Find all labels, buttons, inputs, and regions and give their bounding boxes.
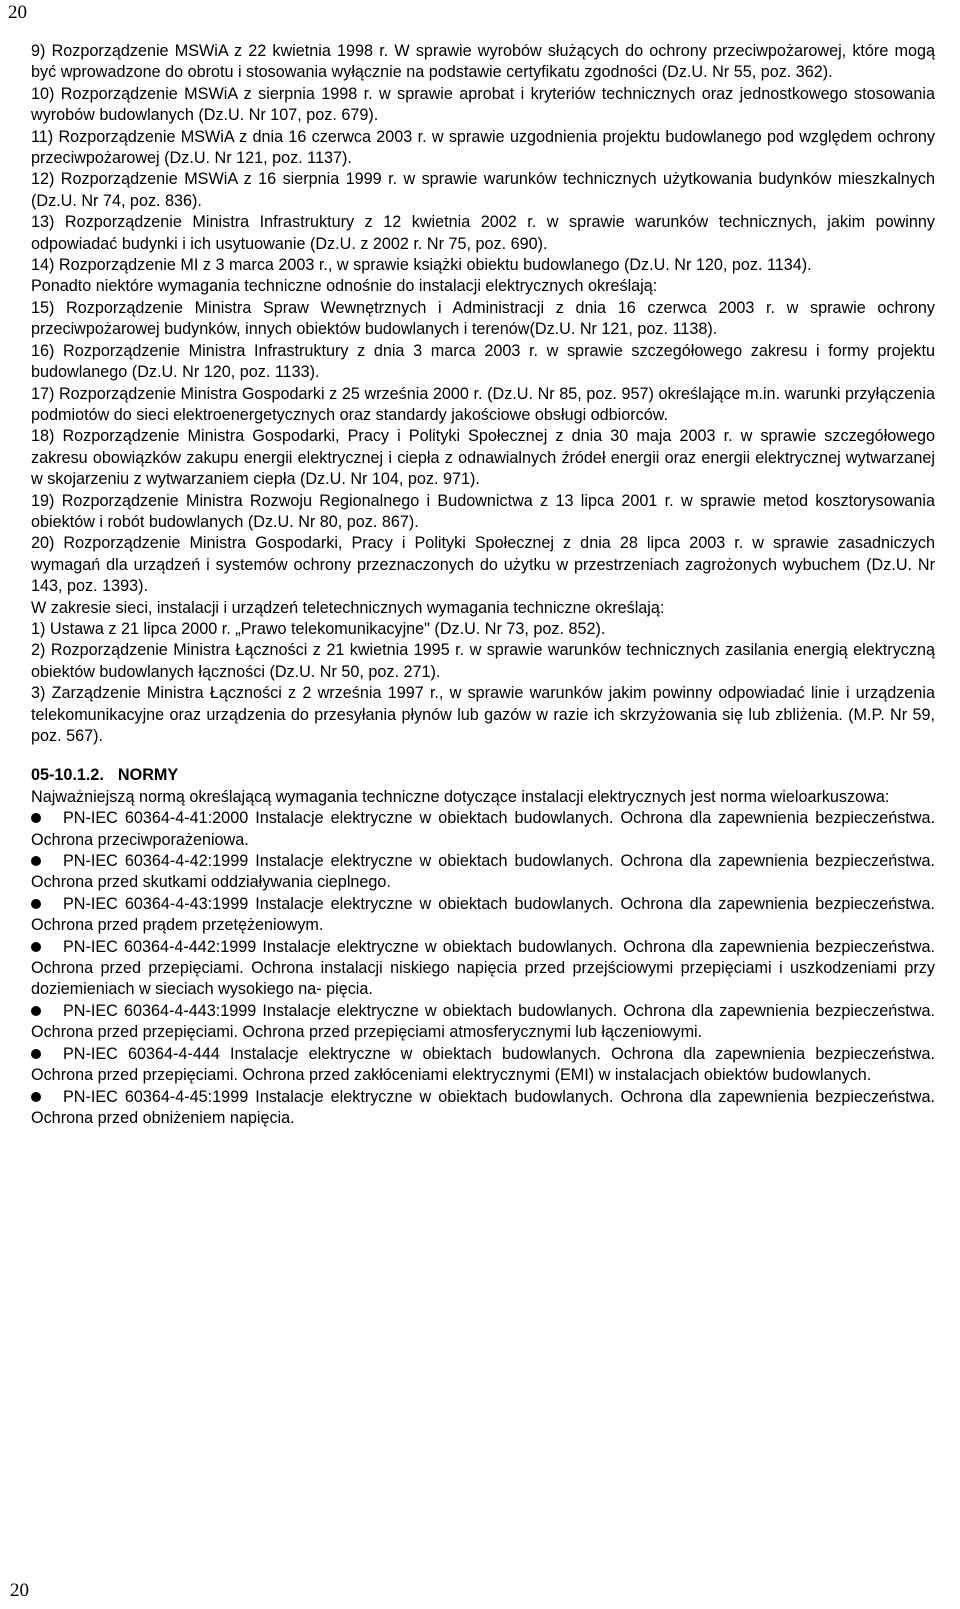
- page-number-top: 20: [8, 2, 27, 23]
- telecom-item-2: 2) Rozporządzenie Ministra Łączności z 21 kwietnia 1995 r. w sprawie warunków technicznych zasilania energią elektryczną obiektów budowlanych łączności (Dz.U. Nr 50, poz. 271).: [31, 641, 935, 681]
- regulation-item-16: 16) Rozporządzenie Ministra Infrastruktury z dnia 3 marca 2003 r. w sprawie szczegółowego zakresu i formy projektu budowlanego (Dz.U. Nr 120, poz. 1133).: [31, 341, 935, 382]
- norm-item: [31, 851, 935, 894]
- norm-item: [31, 894, 935, 937]
- electrical-requirements-intro: Ponadto niektóre wymagania techniczne odnośnie do instalacji elektrycznych określają:: [31, 277, 658, 296]
- norm-text: PN-IEC 60364-4-42:1999 Instalacje elektryczne w obiektach budowlanych. Ochrona dla zapewnienia bezpieczeństwa. Ochrona przed skutkami oddziaływania cieplnego.: [31, 852, 935, 892]
- bullet-icon: [31, 856, 41, 866]
- bullet-icon: [31, 1092, 41, 1102]
- bullet-icon: [31, 1049, 41, 1059]
- bullet-icon: [31, 942, 41, 952]
- norm-item: [31, 1044, 935, 1087]
- norm-item: [31, 808, 935, 851]
- bullet-icon: [31, 899, 41, 909]
- regulation-item-19: 19) Rozporządzenie Ministra Rozwoju Regionalnego i Budownictwa z 13 lipca 2001 r. w sprawie metod kosztorysowania obiektów i robót budowlanych (Dz.U. Nr 80, poz. 867).: [31, 491, 935, 531]
- bullet-icon: [31, 813, 41, 823]
- regulation-item-12: 12) Rozporządzenie MSWiA z 16 sierpnia 1999 r. w sprawie warunków technicznych użytkowania budynków mieszkalnych (Dz.U. Nr 74, poz. 836).: [31, 170, 935, 210]
- regulation-item-9: 9) Rozporządzenie MSWiA z 22 kwietnia 1998 r. W sprawie wyrobów służących do ochrony przeciwpożarowej, które mogą być wprowadzone do obrotu i stosowania wyłącznie na podstawie certyfikatu zgodności (Dz.U. Nr 55, poz. 362).: [31, 42, 935, 82]
- norm-text: PN-IEC 60364-4-442:1999 Instalacje elektryczne w obiektach budowlanych. Ochrona dla zapewnienia bezpieczeństwa. Ochrona przed przepięciami. Ochrona instalacji niskiego napięcia przed przejściowymi przepięciami i uszkodzeniami przy doziemieniach w sieciach wysokiego na- pięcia.: [31, 937, 935, 999]
- telecom-requirements-intro: W zakresie sieci, instalacji i urządzeń teletechnicznych wymagania techniczne określają:: [31, 598, 665, 617]
- norm-item: [31, 1001, 935, 1044]
- norm-text: PN-IEC 60364-4-43:1999 Instalacje elektryczne w obiektach budowlanych. Ochrona dla zapewnienia bezpieczeństwa. Ochrona przed prądem przetężeniowym.: [31, 894, 935, 935]
- regulation-item-14: 14) Rozporządzenie MI z 3 marca 2003 r., w sprawie książki obiektu budowlanego (Dz.U. Nr 120, poz. 1134).: [31, 256, 812, 275]
- regulation-item-13: 13) Rozporządzenie Ministra Infrastruktury z 12 kwietnia 2002 r. w sprawie warunków technicznych, jakim powinny odpowiadać budynki i ich usytuowanie (Dz.U. z 2002 r. Nr 75, poz. 690).: [31, 213, 935, 253]
- regulation-item-18: 18) Rozporządzenie Ministra Gospodarki, Pracy i Polityki Społecznej z dnia 30 maja 2003 r. w sprawie szczegółowego zakresu obowiązków zakupu energii elektrycznej i ciepła z odnawialnych źródeł energii oraz energii elektrycznej wytwarzanej w skojarzeniu z wytwarzaniem ciepła (Dz.U. Nr 104, poz. 971).: [31, 427, 935, 489]
- page-number-bottom: 20: [10, 1580, 29, 1601]
- norm-text: PN-IEC 60364-4-443:1999 Instalacje elektryczne w obiektach budowlanych. Ochrona dla zapewnienia bezpieczeństwa. Ochrona przed przepięciami. Ochrona przed przepięciami atmosferycznymi lub łączeniowymi.: [31, 1001, 935, 1042]
- page-body: [31, 41, 935, 1129]
- norm-item: [31, 937, 935, 1001]
- regulation-item-17: 17) Rozporządzenie Ministra Gospodarki z 25 września 2000 r. (Dz.U. Nr 85, poz. 957) określające m.in. warunki przyłączenia podmiotów do sieci elektroenergetycznych oraz standardy jakościowe obsługi odbiorców.: [31, 384, 935, 424]
- norm-text: PN-IEC 60364-4-45:1999 Instalacje elektryczne w obiektach budowlanych. Ochrona dla zapewnienia bezpieczeństwa. Ochrona przed obniżeniem napięcia.: [31, 1087, 935, 1127]
- regulation-item-15: 15) Rozporządzenie Ministra Spraw Wewnętrznych i Administracji z dnia 16 czerwca 2003 r. w sprawie ochrony przeciwpożarowej budynków, innych obiektów budowlanych i terenów(Dz.U. Nr 121, poz. 1138).: [31, 298, 935, 339]
- telecom-item-3: 3) Zarządzenie Ministra Łączności z 2 września 1997 r., w sprawie warunków jakim powinny odpowiadać linie i urządzenia telekomunikacyjne oraz urządzenia do przesyłania płynów lub gazów w razie ich skrzyżowania się lub zbliżenia. (M.P. Nr 59, poz. 567).: [31, 684, 935, 745]
- regulation-item-20: 20) Rozporządzenie Ministra Gospodarki, Pracy i Polityki Społecznej z dnia 28 lipca 2003 r. w sprawie zasadniczych wymagań dla urządzeń i systemów ochrony przeznaczonych do użytku w przestrzeniach zagrożonych wybuchem (Dz.U. Nr 143, poz. 1393).: [31, 534, 935, 596]
- bullet-icon: [31, 1006, 41, 1016]
- section-title: NORMY: [117, 766, 179, 785]
- telecom-item-1: 1) Ustawa z 21 lipca 2000 r. „Prawo telekomunikacyjne" (Dz.U. Nr 73, poz. 852).: [31, 619, 606, 638]
- regulation-item-11: 11) Rozporządzenie MSWiA z dnia 16 czerwca 2003 r. w sprawie uzgodnienia projektu budowlanego pod względem ochrony przeciwpożarowej (Dz.U. Nr 121, poz. 1137).: [31, 127, 935, 168]
- norm-item: [31, 1087, 935, 1130]
- norms-intro: Najważniejszą normą określającą wymagania techniczne dotyczące instalacji elektrycznych jest norma wieloarkuszowa:: [31, 787, 890, 806]
- norm-text: PN-IEC 60364-4-444 Instalacje elektryczne w obiektach budowlanych. Ochrona dla zapewnienia bezpieczeństwa. Ochrona przed przepięciami. Ochrona przed zakłóceniami elektrycznymi (EMI) w instalacjach obiektów budowlanych.: [31, 1044, 935, 1085]
- section-heading: [31, 765, 935, 786]
- section-number: 05-10.1.2.: [31, 766, 104, 785]
- regulation-item-10: 10) Rozporządzenie MSWiA z sierpnia 1998 r. w sprawie aprobat i kryteriów technicznych oraz jednostkowego stosowania wyrobów budowlanych (Dz.U. Nr 107, poz. 679).: [31, 84, 935, 125]
- norm-text: PN-IEC 60364-4-41:2000 Instalacje elektryczne w obiektach budowlanych. Ochrona dla zapewnienia bezpieczeństwa. Ochrona przeciwporażeniowa.: [31, 809, 935, 849]
